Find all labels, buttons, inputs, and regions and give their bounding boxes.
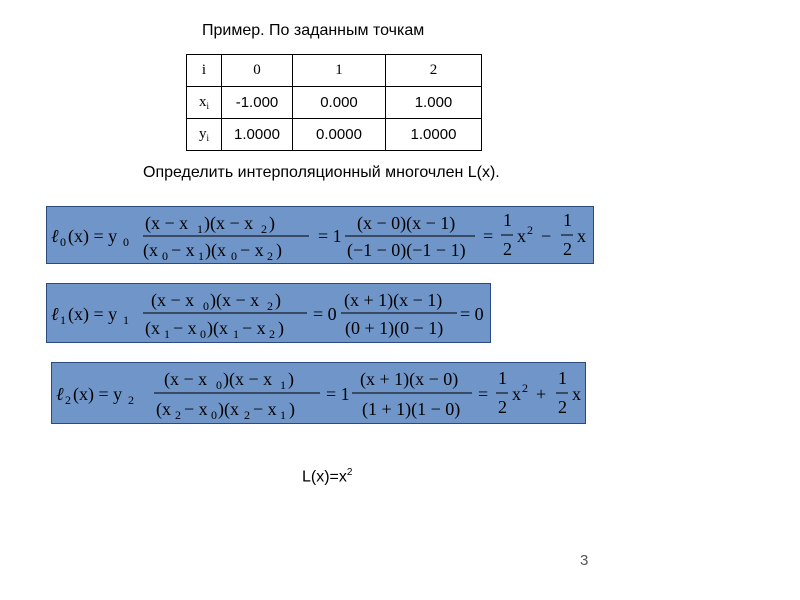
svg-text:0: 0 [211,408,217,422]
svg-text:0: 0 [203,299,209,313]
svg-text:=: = [483,226,494,246]
svg-text:2: 2 [261,222,267,236]
svg-text:1: 1 [280,408,286,422]
svg-text:= 1: = 1 [326,384,350,404]
table-cell: 0.000 [293,87,386,119]
svg-text:(−1 − 0)(−1 − 1): (−1 − 0)(−1 − 1) [347,240,466,260]
svg-text:1: 1 [60,313,66,327]
svg-text:ℓ: ℓ [51,304,59,324]
svg-text:0: 0 [60,235,66,249]
svg-text:(x) = y: (x) = y [73,384,123,404]
svg-text:1: 1 [123,313,129,327]
svg-text:)(x: )(x [218,399,239,419]
svg-text:0: 0 [231,249,237,263]
result-polynomial: $L(x)=x^2$ [302,467,353,486]
svg-text:0: 0 [123,235,129,249]
svg-text:1: 1 [498,368,507,388]
svg-text:2: 2 [128,393,134,407]
svg-text:2: 2 [527,223,533,237]
table-cell: 0.0000 [293,119,386,151]
svg-text:2: 2 [503,239,512,259]
page-number: 3 [580,552,589,569]
svg-text:2: 2 [175,408,181,422]
svg-text:− x: − x [240,240,264,260]
table-cell: 1.000 [386,87,482,119]
svg-text:(x) = y: (x) = y [68,226,118,246]
svg-text:(x + 1)(x − 0): (x + 1)(x − 0) [360,369,459,389]
table-cell: 0 [222,55,293,87]
svg-text:x: x [517,226,526,246]
svg-text:0: 0 [162,249,168,263]
svg-text:2: 2 [558,397,567,417]
svg-text:(x − x: (x − x [151,290,195,310]
svg-text:1: 1 [563,210,572,230]
formula-l0-graphic [47,207,593,263]
svg-text:(x: (x [143,240,158,260]
svg-text:(x: (x [156,399,171,419]
svg-text:− x: − x [242,318,266,338]
svg-text:1: 1 [280,378,286,392]
table-row [187,87,482,119]
svg-text:x: x [577,226,586,246]
svg-text:1: 1 [233,327,239,341]
svg-text:= 0: = 0 [313,304,337,324]
svg-text:)(x − x: )(x − x [223,369,273,389]
svg-text:2: 2 [522,381,528,395]
svg-text:): ) [288,369,294,389]
svg-text:(x + 1)(x − 1): (x + 1)(x − 1) [344,290,443,310]
formula-l0 [46,206,594,264]
svg-text:1: 1 [503,210,512,230]
table-cell: 1.0000 [222,119,293,151]
svg-text:): ) [269,213,275,233]
svg-text:= 1: = 1 [318,226,342,246]
svg-text:): ) [278,318,284,338]
formula-l1 [46,283,491,343]
svg-text:+: + [536,384,547,404]
svg-text:x: x [512,384,521,404]
svg-text:(x − x: (x − x [145,213,189,233]
svg-text:(x − 0)(x − 1): (x − 0)(x − 1) [357,213,456,233]
task-text: Определить интерполяционный многочлен L(x). [143,164,500,181]
svg-text:(x: (x [145,318,160,338]
table-cell: 1 [293,55,386,87]
svg-text:): ) [275,290,281,310]
svg-text:2: 2 [65,393,71,407]
svg-text:− x: − x [173,318,197,338]
svg-text:1: 1 [558,368,567,388]
svg-text:2: 2 [563,239,572,259]
row-label: $x_i$ [187,87,222,119]
table-cell: 2 [386,55,482,87]
formula-l2 [51,362,586,424]
svg-text:)(x − x: )(x − x [204,213,254,233]
svg-text:(1 + 1)(1 − 0): (1 + 1)(1 − 0) [362,399,461,419]
svg-text:(0 + 1)(0 − 1): (0 + 1)(0 − 1) [345,318,444,338]
svg-text:(x − x: (x − x [164,369,208,389]
row-label: $y_i$ [187,119,222,151]
svg-text:− x: − x [184,399,208,419]
row-label: i [187,55,222,87]
svg-text:2: 2 [244,408,250,422]
svg-text:x: x [572,384,581,404]
table-cell: -1.000 [222,87,293,119]
svg-text:(x) = y: (x) = y [68,304,118,324]
table-cell: 1.0000 [386,119,482,151]
svg-text:= 0: = 0 [460,304,484,324]
svg-text:1: 1 [197,222,203,236]
table-row [187,119,482,151]
svg-text:1: 1 [164,327,170,341]
svg-text:ℓ: ℓ [51,226,59,246]
svg-text:2: 2 [267,299,273,313]
svg-text:0: 0 [200,327,206,341]
svg-text:−: − [541,226,552,246]
svg-text:)(x: )(x [207,318,228,338]
svg-text:ℓ: ℓ [56,384,64,404]
formula-l2-graphic [52,363,585,423]
svg-text:− x: − x [253,399,277,419]
svg-text:): ) [276,240,282,260]
svg-text:0: 0 [216,378,222,392]
svg-text:1: 1 [198,249,204,263]
formula-l1-graphic [47,284,490,342]
table-row [187,55,482,87]
slide-title: Пример. По заданным точкам [202,22,425,39]
svg-text:=: = [478,384,489,404]
points-table [186,54,482,151]
svg-text:): ) [289,399,295,419]
svg-text:2: 2 [267,249,273,263]
svg-text:2: 2 [269,327,275,341]
svg-text:2: 2 [498,397,507,417]
svg-text:− x: − x [171,240,195,260]
svg-text:)(x − x: )(x − x [210,290,260,310]
svg-text:)(x: )(x [205,240,226,260]
